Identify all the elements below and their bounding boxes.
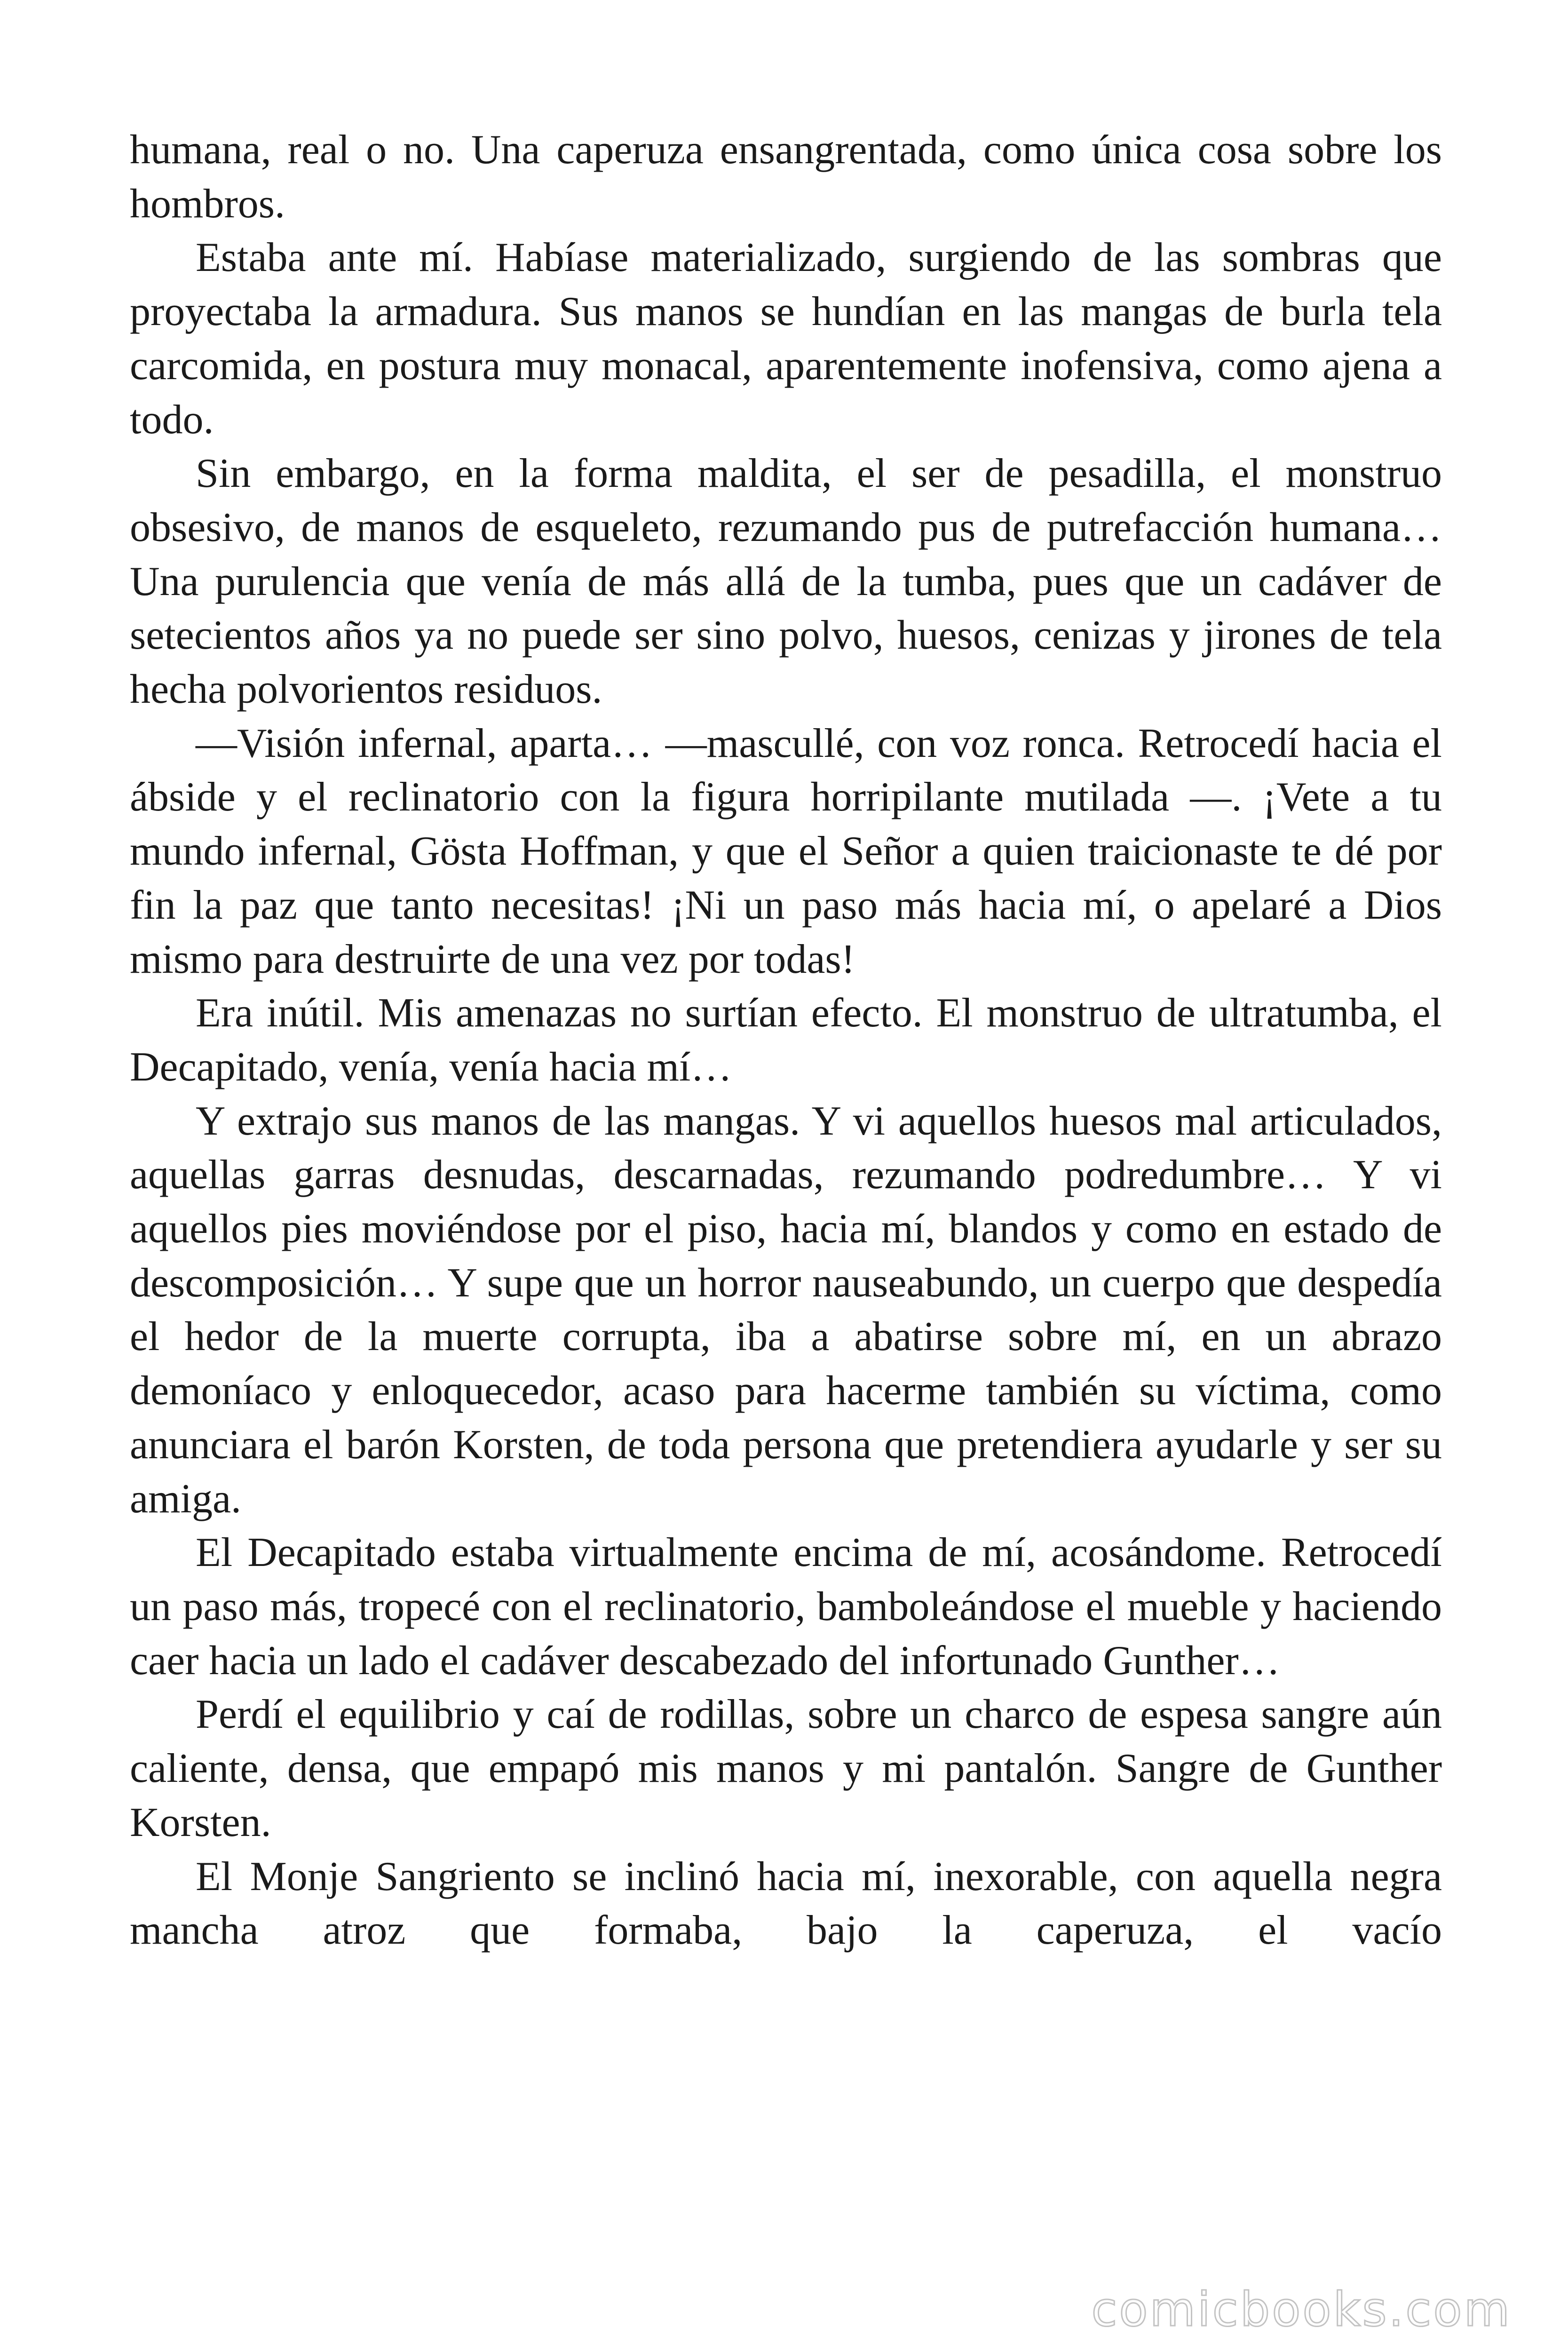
- body-text: [130, 123, 1442, 1958]
- watermark-logo: comicbooks.com: [1091, 2282, 1512, 2337]
- paragraph-4: —Visión infernal, aparta… —mascullé, con voz ronca. Retrocedí hacia el ábside y el reclinatorio con la figura horripilante mutilada —. ¡Vete a tu mundo infernal, Gösta Hoffman, y que el Señor a quien traicionaste te dé por fin la paz que tanto necesitas! ¡Ni un paso más hacia mí, o apelaré a Dios mismo para destruirte de una vez por todas!: [130, 720, 1442, 982]
- paragraph-8: Perdí el equilibrio y caí de rodillas, sobre un charco de espesa sangre aún caliente, densa, que empapó mis manos y mi pantalón. Sangre de Gunther Korsten.: [130, 1692, 1442, 1845]
- paragraph-1: humana, real o no. Una caperuza ensangrentada, como única cosa sobre los hombros.: [130, 127, 1442, 227]
- paragraph-6: Y extrajo sus manos de las mangas. Y vi aquellos huesos mal articulados, aquellas garras desnudas, descarnadas, rezumando podredumbre… Y vi aquellos pies moviéndose por el piso, hacia mí, blandos y como en estado de descomposición… Y supe que un horror nauseabundo, un cuerpo que despedía el hedor de la muerte corrupta, iba a abatirse sobre mí, en un abrazo demoníaco y enloquecedor, acaso para hacerme también su víctima, como anunciara el barón Korsten, de toda persona que pretendiera ayudarle y ser su amiga.: [130, 1098, 1442, 1522]
- paragraph-2: Estaba ante mí. Habíase materializado, surgiendo de las sombras que proyectaba la armadura. Sus manos se hundían en las mangas de burla tela carcomida, en postura muy monacal, aparentemente inofensiva, como ajena a todo.: [130, 235, 1442, 443]
- paragraph-5: Era inútil. Mis amenazas no surtían efecto. El monstruo de ultratumba, el Decapitado, venía, venía hacia mí…: [130, 990, 1442, 1090]
- paragraph-3: Sin embargo, en la forma maldita, el ser de pesadilla, el monstruo obsesivo, de manos de esqueleto, rezumando pus de putrefacción humana… Una purulencia que venía de más allá de la tumba, pues que un cadáver de setecientos años ya no puede ser sino polvo, huesos, cenizas y jirones de tela hecha polvorientos residuos.: [130, 451, 1442, 713]
- paragraph-9: El Monje Sangriento se inclinó hacia mí, inexorable, con aquella negra mancha atroz que formaba, bajo la caperuza, el vacío: [130, 1853, 1442, 1954]
- paragraph-7: El Decapitado estaba virtualmente encima de mí, acosándome. Retrocedí un paso más, tropecé con el reclinatorio, bamboleándose el mueble y haciendo caer hacia un lado el cadáver descabezado del infortunado Gunther…: [130, 1530, 1442, 1684]
